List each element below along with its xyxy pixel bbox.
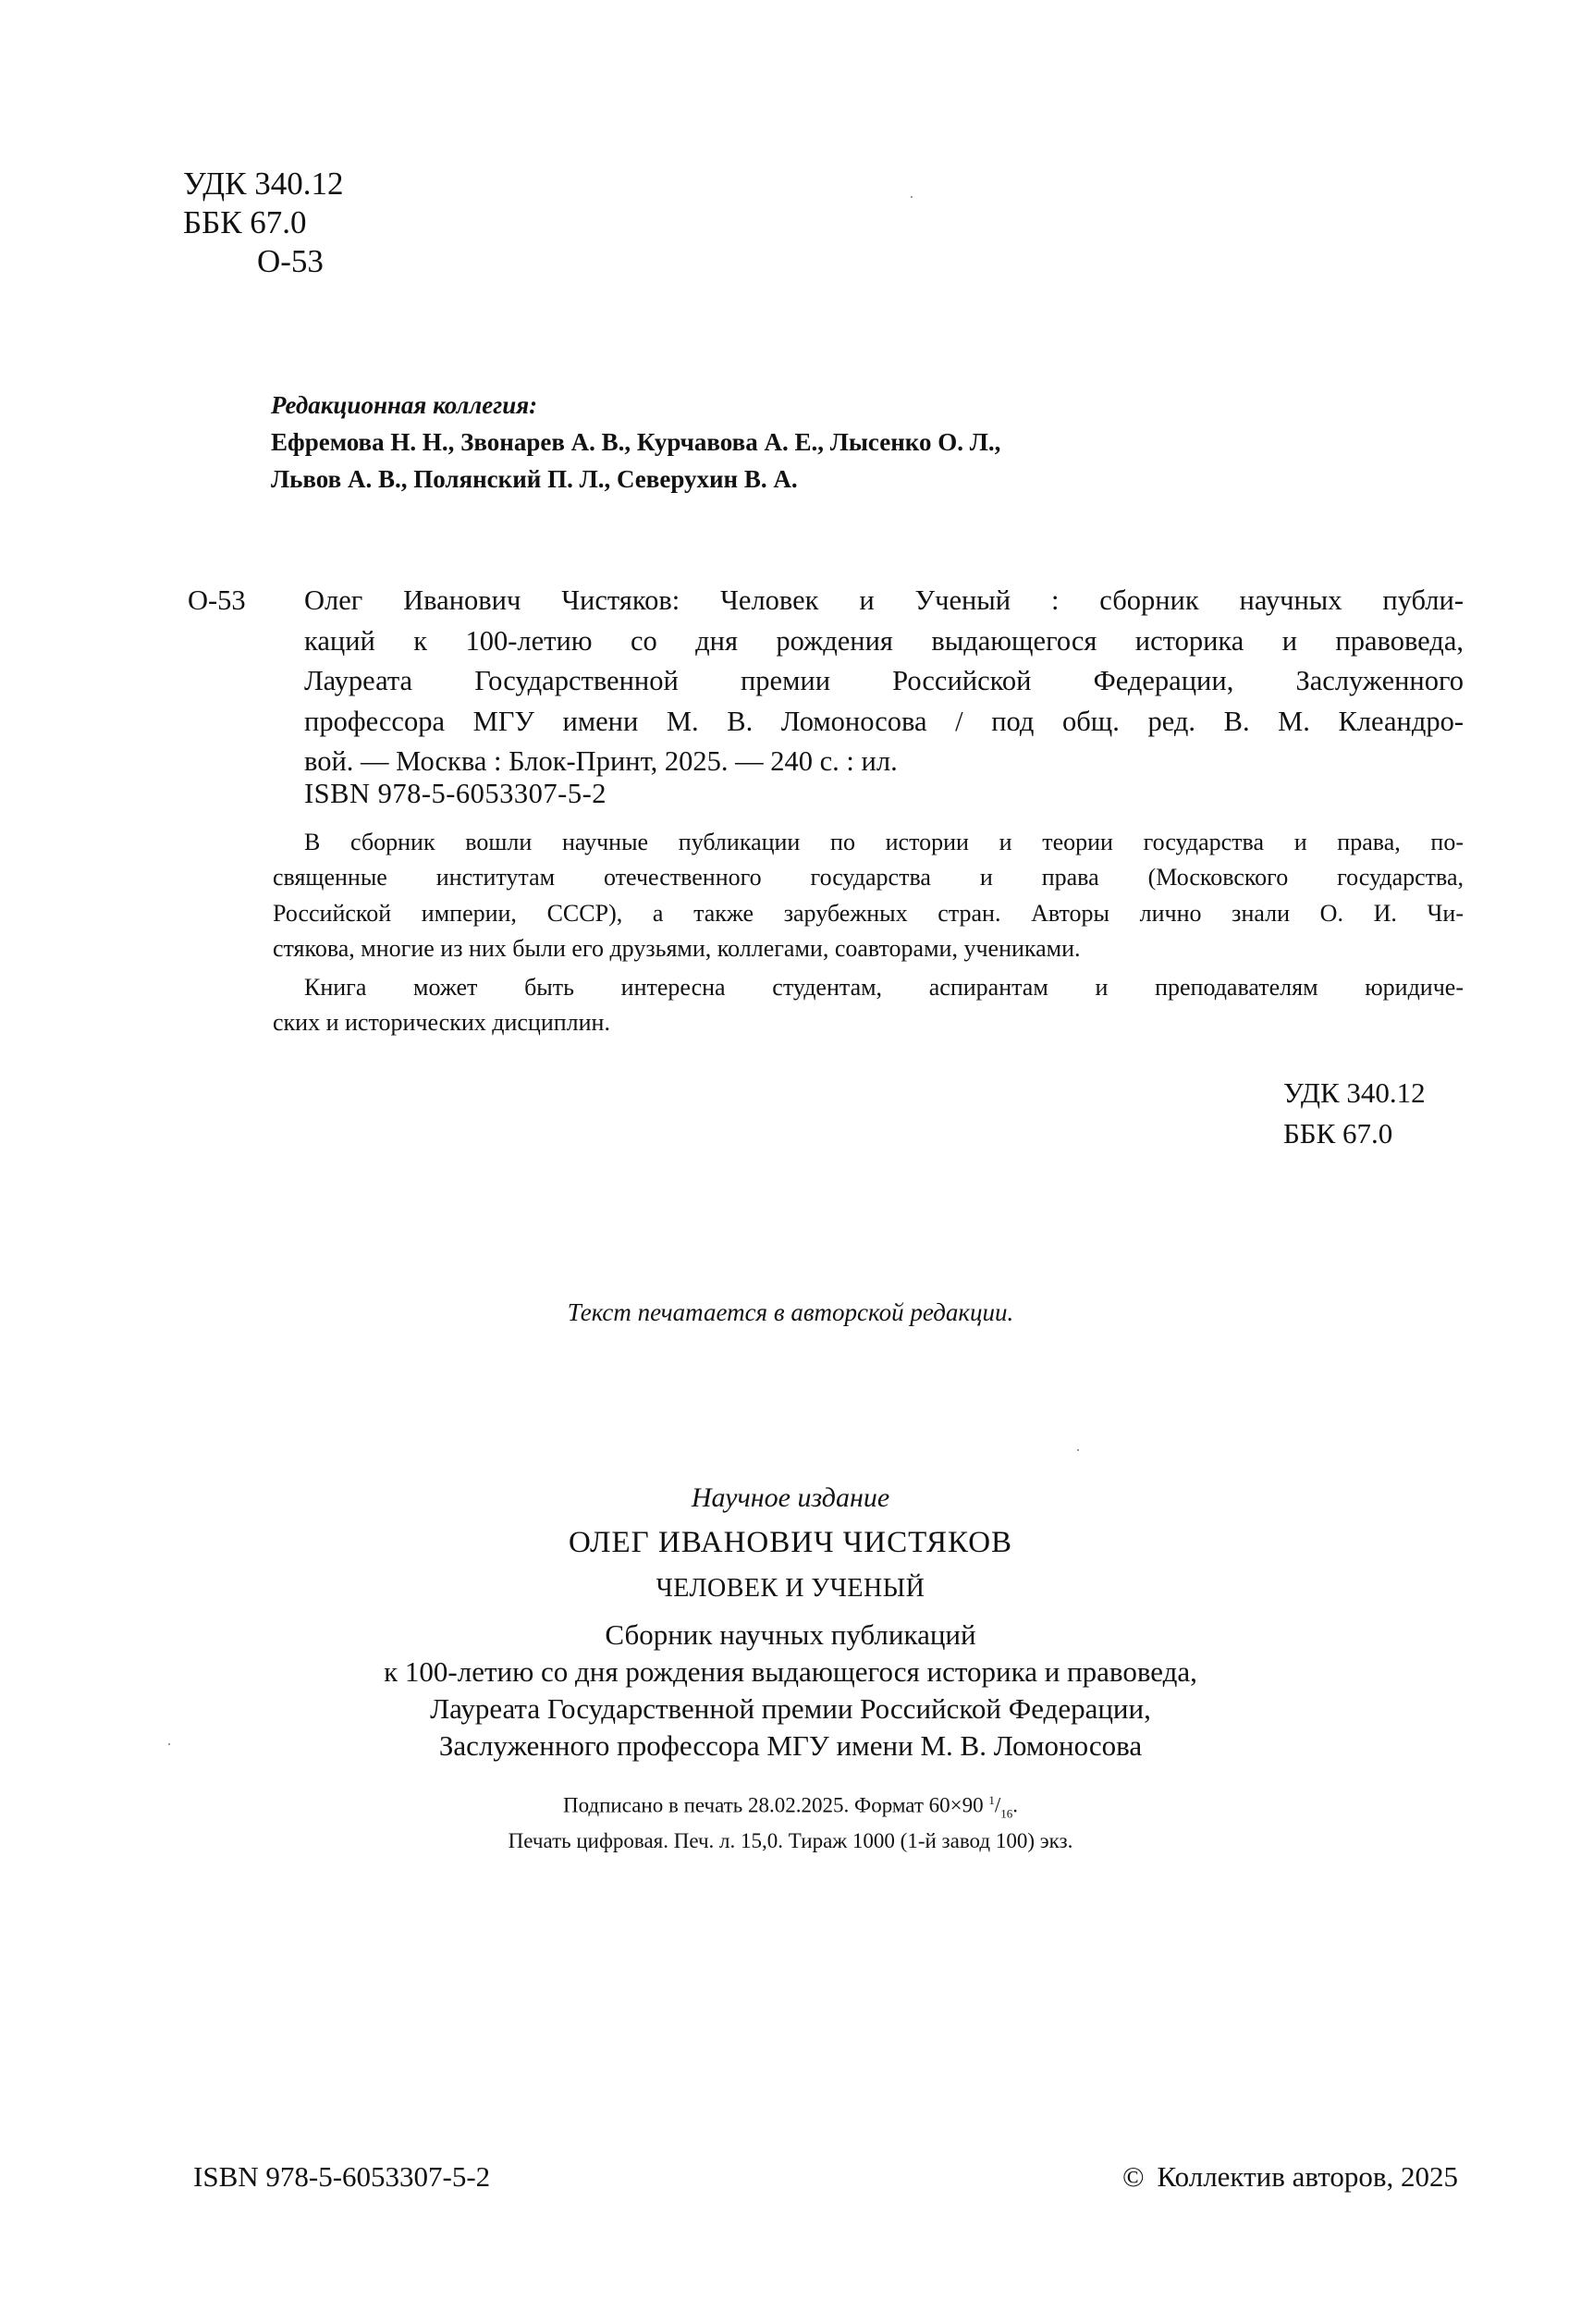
print-specs bbox=[0, 1787, 1581, 1855]
copyright bbox=[1122, 2160, 1458, 2194]
record-body bbox=[304, 581, 1464, 782]
scan-speck bbox=[168, 1743, 170, 1745]
author-sign: О-53 bbox=[257, 243, 324, 279]
copyright-icon: © bbox=[1121, 2160, 1145, 2193]
imprint-description-line: Сборник научных публикаций bbox=[605, 1618, 976, 1651]
signed-to-print bbox=[0, 1787, 1581, 1827]
editorial-board-line: Львов А. В., Полянский П. Л., Северухин В. А. bbox=[271, 465, 798, 493]
scan-speck bbox=[1077, 1449, 1079, 1451]
record-line: вой. — Москва : Блок-Принт, 2025. — 240 с. : ил. bbox=[304, 745, 898, 777]
udk-code: УДК 340.12 bbox=[183, 166, 344, 202]
editorial-board-line: Ефремова Н. Н., Звонарев А. В., Курчавова А. Е., Лысенко О. Л., bbox=[271, 428, 1001, 456]
record-line: Олег Иванович Чистяков: Человек и Ученый : сборник научных публи- bbox=[304, 584, 1464, 616]
copyright-text: Коллектив авторов, 2025 bbox=[1157, 2160, 1458, 2193]
scan-speck bbox=[911, 196, 913, 198]
record-line: профессора МГУ имени М. В. Ломоносова / под общ. ред. В. М. Клеандро- bbox=[304, 705, 1464, 737]
annotation-text: В сборник вошли научные публикации по истории и теории государства и права, по- bbox=[304, 829, 1464, 855]
bbk-code: ББК 67.0 bbox=[183, 204, 307, 240]
imprint-description-line: Лауреата Государственной премии Российской Федерации, bbox=[430, 1692, 1151, 1725]
imprint-description-line: Заслуженного профессора МГУ имени М. В. Ломоносова bbox=[438, 1729, 1143, 1762]
bibliographic-record bbox=[188, 581, 1464, 782]
imprint-title: ОЛЕГ ИВАНОВИЧ ЧИСТЯКОВ bbox=[568, 1526, 1013, 1559]
imprint-description bbox=[0, 1617, 1581, 1765]
format-end: . bbox=[1012, 1793, 1019, 1817]
print-details: Печать цифровая. Печ. л. 15,0. Тираж 1000 (1-й завод 100) экз. bbox=[508, 1829, 1073, 1853]
format-slash: / bbox=[994, 1793, 1001, 1817]
record-isbn: ISBN 978-5-6053307-5-2 bbox=[304, 778, 607, 809]
classification-codes-top bbox=[183, 165, 343, 281]
annotation-line bbox=[304, 825, 1464, 860]
format-numerator: 1 bbox=[988, 1793, 995, 1807]
udk-code: УДК 340.12 bbox=[1283, 1076, 1426, 1109]
publication-kind: Научное издание bbox=[691, 1482, 890, 1513]
annotation-line: Книга может быть интересна студентам, аспирантам и преподавателям юридиче- bbox=[304, 974, 1464, 1002]
annotation-line: священные институтам отечественного государства и права (Московского государства, bbox=[273, 864, 1464, 891]
record-line: Лауреата Государственной премии Российской Федерации, Заслуженного bbox=[304, 665, 1464, 696]
editorial-board-label: Редакционная коллегия: bbox=[271, 391, 538, 419]
signed-text: Подписано в печать 28.02.2025. Формат 60×90 bbox=[562, 1793, 989, 1817]
editorial-board bbox=[271, 387, 1000, 498]
annotation-line: стякова, многие из них были его друзьями, коллегами, соавторами, учениками. bbox=[273, 934, 1081, 962]
imprint bbox=[0, 1478, 1581, 1855]
edition-note: Текст печатается в авторской редакции. bbox=[567, 1298, 1014, 1326]
footer-isbn: ISBN 978-5-6053307-5-2 bbox=[193, 2160, 491, 2193]
imprint-subtitle: ЧЕЛОВЕК И УЧЕНЫЙ bbox=[656, 1574, 925, 1603]
record-author-sign: О-53 bbox=[188, 584, 246, 616]
format-denominator: 16 bbox=[1000, 1806, 1013, 1821]
record-line: каций к 100-летию со дня рождения выдающегося историка и правоведа, bbox=[304, 624, 1464, 657]
bbk-code: ББК 67.0 bbox=[1283, 1117, 1393, 1150]
annotation-line: Российской империи, СССР), а также зарубежных стран. Авторы лично знали О. И. Чи- bbox=[273, 899, 1464, 927]
annotation-line: ских и исторических дисциплин. bbox=[273, 1009, 610, 1037]
imprint-description-line: к 100-летию со дня рождения выдающегося историка и правоведа, bbox=[384, 1655, 1197, 1688]
annotation-paragraph-1 bbox=[273, 825, 1464, 1041]
classification-codes-bottom bbox=[1283, 1073, 1426, 1154]
